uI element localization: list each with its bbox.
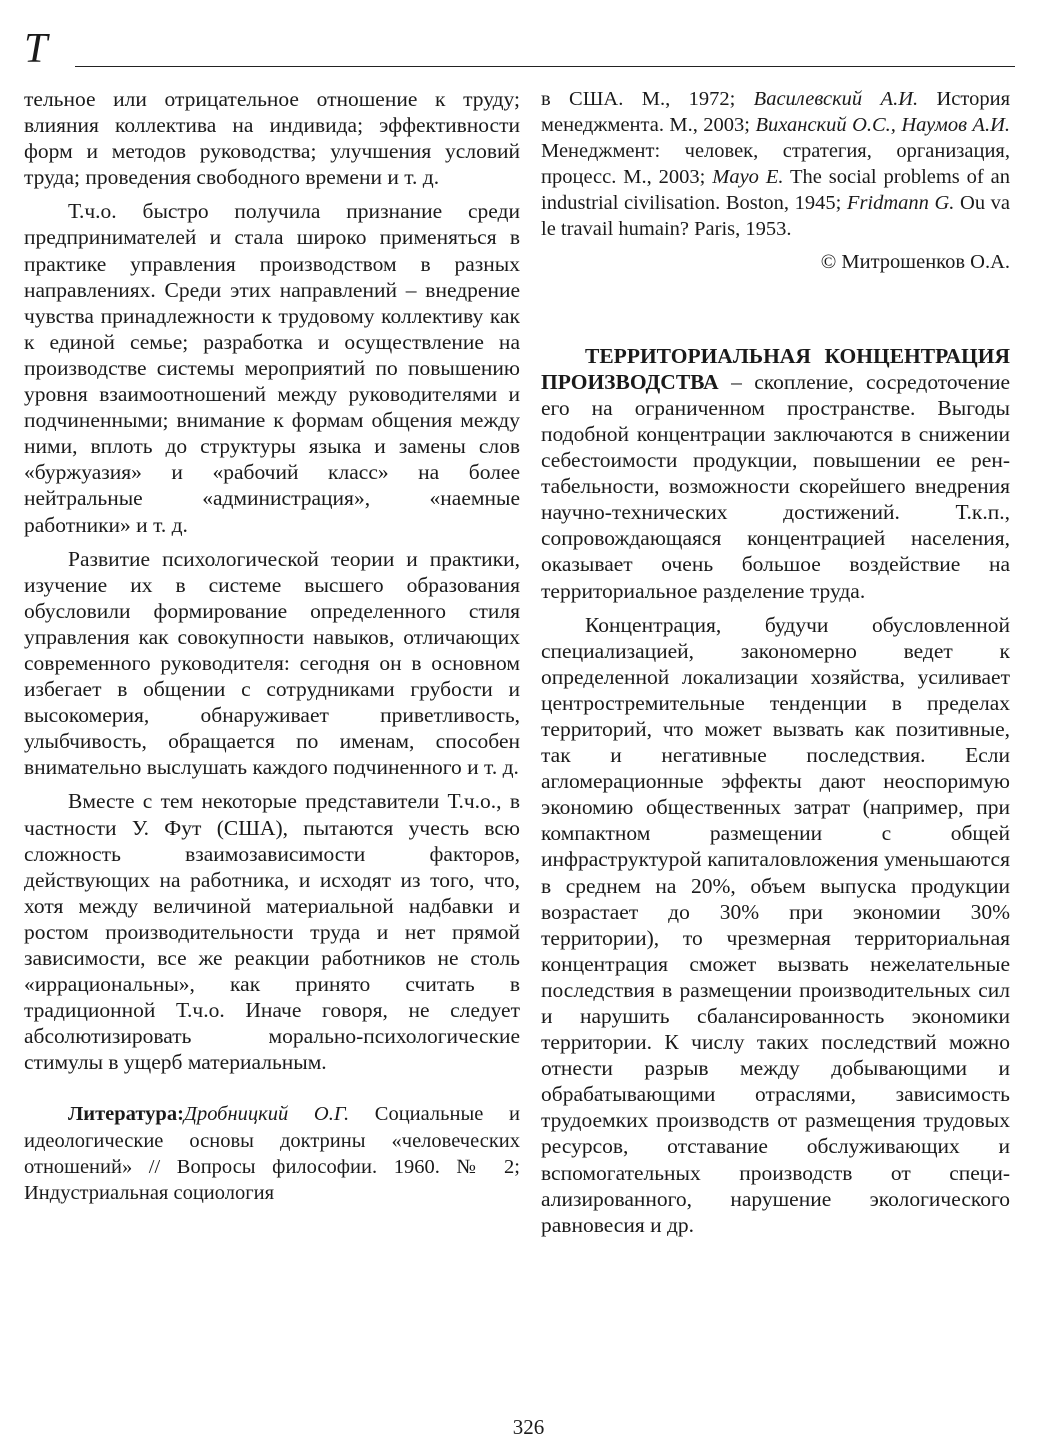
literature-continuation (541, 86, 1010, 243)
literature-text: The social problems of an industrial civilisation. Boston, 1945; (541, 166, 1011, 215)
left-column (24, 86, 520, 1206)
literature-author: Fridmann G. (846, 192, 955, 215)
entry-title: ТЕРРИТОРИАЛЬНАЯ КОНЦЕНТРАЦИЯ ПРОИЗВОДСТВА (541, 343, 1010, 394)
literature-text: История менеджмента. М., 2003; (541, 88, 1010, 137)
literature-text: Ou va le travail humain? Paris, 1953. (541, 192, 1011, 241)
entry-paragraph (541, 343, 1010, 604)
author-signature: © Митрошенков О.А. (820, 250, 1010, 273)
literature-text: в США. М., 1972; (541, 88, 754, 110)
header-rule (75, 66, 1015, 67)
literature-text: Социальные и идеологические основы доктрины «человеческих отношений» // Вопросы философии. 1960. № 2; Индустриальная социология (24, 1103, 520, 1204)
literature-author: Mayo E. (712, 166, 784, 189)
paragraph: Вместе с тем некоторые представители Т.ч.о., в частности У. Фут (США), пытаются учесть всю сложность взаимозависимости факторов, действующих на работника, и исходят из того, что, хотя между величиной материальной надбавки и ростом производительности труда и нет прямой зависимости, все же реакции работников не столь «иррациональны», как принято считать в традиционной Т.ч.о. Иначе говоря, не следует абсолютизировать морально-психологические стимулы в ущерб материальным. (24, 789, 520, 1075)
paragraph: Концентрация, будучи обусловленной специализацией, закономерно ведет к определенной локализации хозяйства, усиливает центростремительные тенденции в пределах территорий, что может вызвать как позитивные, так и негативные последствия. Если агломерационные эффекты дают неоспоримую экономию общественных затрат (например, при компактном размещении с общей инфраструктурой капиталовложения уменьшаются в среднем на 20%, объем выпуска продукции возрастает до 30% при экономии 30% территории), то чрезмерная территориальная концентрация сможет вызвать нежелательные последствия в размещении производительных сил и нарушить сбалансированность экономики территории. К числу таких последствий можно отнести разрыв между добывающими и обрабатывающими отраслями, зависимость трудоемких производств от размещения трудовых ресурсов, отставание обслуживающих и вспомогательных производств от специализированного, нарушение экологического равновесия и др. (541, 612, 1010, 1237)
literature-block (24, 1101, 520, 1205)
entry-definition: – скопление, сосредоточение его на ограниченном пространстве. Выгоды подобной концентрации заключаются в снижении себестоимости продукции, повышении ее рентабельности, возможности скорейшего внедрения научно-технических достижений. Т.к.п., сопровождающаяся концентрацией населения, оказывает очень большое воздействие на территориальное разделение труда. (541, 369, 1010, 603)
literature-label: Литература: (68, 1103, 184, 1126)
page-number: 326 (512, 1415, 545, 1439)
literature-author: Дробницкий О.Г. (183, 1103, 350, 1126)
literature-author: Виханский О.С., Наумов А.И. (755, 114, 1010, 137)
section-letter: Т (24, 26, 48, 72)
paragraph: Т.ч.о. быстро получила признание среди предпринимателей и стала широко применяться в практике управления производством в разных направлениях. Среди этих направлений – внедрение чувства принадлежности к трудовому коллективу как к единой семье; разработка и осуществление на производстве системы мероприятий по повышению уровня взаимоотношений между руководителями и подчиненными; внимание к формам общения между ними, вплоть до структуры языка и замены слов «буржуазия» и «рабочий класс» на более нейтральные «администрация», «наемные работники» и т. д. (24, 199, 520, 537)
paragraph: Развитие психологической теории и практики, изучение их в системе высшего образования обусловили формирование определенного стиля управления как совокупности навыков, отличающих современного руководителя: сегодня он в основном избегает в общении с сотрудниками грубости и высокомерия, обнаруживает приветливость, улыбчивость, обращается по именам, способен внимательно выслушать каждого подчиненного и т. д. (24, 546, 520, 780)
literature-text: Менеджмент: человек, стратегия, организация, процесс. М., 2003; (541, 140, 1010, 189)
paragraph-continuation: тельное или отрицательное отношение к труду; влияния коллектива на индивида; эффективности форм и методов руководства; улучшения условий труда; проведения свободного времени и т. д. (24, 87, 520, 190)
right-column (541, 86, 1010, 1238)
literature-author: Василевский А.И. (753, 88, 919, 110)
